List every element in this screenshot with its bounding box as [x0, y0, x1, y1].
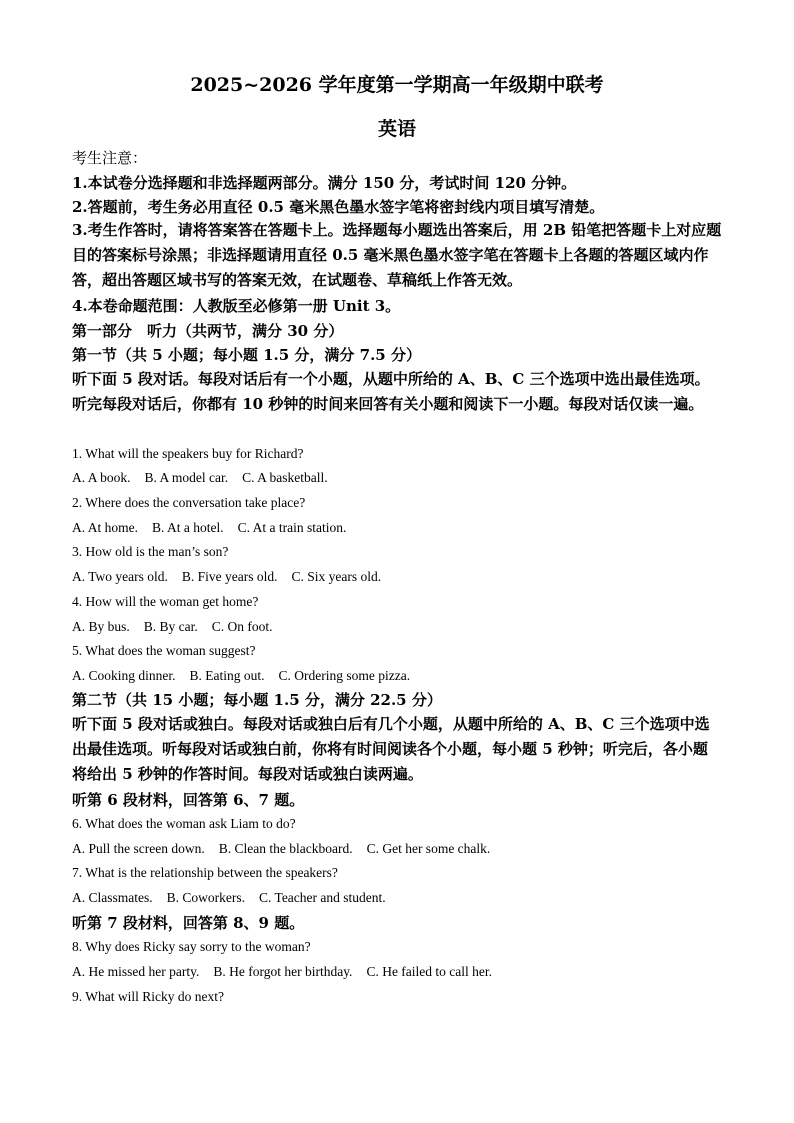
- question-1-options: [72, 469, 342, 487]
- notice-heading: 考生注意：: [72, 149, 148, 167]
- option-b[interactable]: B. Five years old.: [181, 569, 278, 584]
- question-5-options: [72, 667, 424, 685]
- question-3: 3. How old is the man’s son?: [72, 544, 229, 559]
- subject-title: 英语: [377, 118, 416, 140]
- option-b[interactable]: B. He forgot her birthday.: [213, 964, 353, 979]
- option-c[interactable]: C. Teacher and student.: [259, 890, 386, 905]
- option-b[interactable]: B. Clean the blackboard.: [218, 841, 353, 856]
- material-7-heading: 听第 7 段材料，回答第 8、9 题。: [72, 914, 305, 932]
- section2-instructions: 听下面 5 段对话或独白。每段对话或独白后有几个小题，从题中所给的 A、B、C 三个选项中选出最佳选项。听每段对话或独白前，你将有时间阅读各个小题，每小题 5 秒钟；听完后，各小题将给出 5 秒钟的作答时间。每段对话或独白读两遍。: [72, 715, 710, 783]
- option-a[interactable]: A. Cooking dinner.: [72, 668, 176, 683]
- question-6: 6. What does the woman ask Liam to do?: [72, 816, 296, 831]
- option-c[interactable]: C. Six years old.: [291, 569, 382, 584]
- option-a[interactable]: A. At home.: [72, 520, 138, 535]
- question-7: 7. What is the relationship between the speakers?: [72, 865, 338, 880]
- option-a[interactable]: A. Pull the screen down.: [72, 841, 205, 856]
- notice-item-2: 2.答题前，考生务必用直径 0.5 毫米黑色墨水签字笔将密封线内项目填写清楚。: [72, 198, 605, 216]
- question-7-options: [72, 889, 400, 907]
- option-c[interactable]: C. On foot.: [211, 619, 273, 634]
- question-3-options: [72, 568, 395, 586]
- option-c[interactable]: C. At a train station.: [237, 520, 347, 535]
- option-b[interactable]: B. Eating out.: [189, 668, 265, 683]
- option-b[interactable]: B. At a hotel.: [152, 520, 224, 535]
- notice-item-4: 4.本卷命题范围：人教版至必修第一册 Unit 3。: [72, 297, 401, 315]
- section1-instructions: 听下面 5 段对话。每段对话后有一个小题，从题中所给的 A、B、C 三个选项中选出最佳选项。听完每段对话后，你都有 10 秒钟的时间来回答有关小题和阅读下一小题。每段对话仅读一遍。: [72, 370, 710, 413]
- question-5: 5. What does the woman suggest?: [72, 643, 256, 658]
- option-b[interactable]: B. By car.: [143, 619, 198, 634]
- question-4-options: [72, 618, 287, 636]
- question-4: 4. How will the woman get home?: [72, 594, 259, 609]
- section2-heading: 第二节（共 15 小题；每小题 1.5 分，满分 22.5 分）: [72, 691, 442, 709]
- option-c[interactable]: C. He failed to call her.: [366, 964, 493, 979]
- material-6-heading: 听第 6 段材料，回答第 6、7 题。: [72, 791, 305, 809]
- option-c[interactable]: C. A basketball.: [242, 470, 328, 485]
- question-1: 1. What will the speakers buy for Richard?: [72, 446, 304, 461]
- option-a[interactable]: A. Classmates.: [72, 890, 153, 905]
- section1-heading: 第一节（共 5 小题；每小题 1.5 分，满分 7.5 分）: [72, 346, 421, 364]
- question-8-options: [72, 963, 506, 981]
- notice-item-1: 1.本试卷分选择题和非选择题两部分。满分 150 分，考试时间 120 分钟。: [72, 174, 577, 192]
- option-a[interactable]: A. A book.: [72, 470, 131, 485]
- option-c[interactable]: C. Get her some chalk.: [366, 841, 491, 856]
- question-9: 9. What will Ricky do next?: [72, 989, 224, 1004]
- option-a[interactable]: A. Two years old.: [72, 569, 168, 584]
- option-a[interactable]: A. By bus.: [72, 619, 130, 634]
- question-8: 8. Why does Ricky say sorry to the woman?: [72, 939, 311, 954]
- option-b[interactable]: B. A model car.: [144, 470, 229, 485]
- exam-title: 2025~2026 学年度第一学期高一年级期中联考: [190, 74, 604, 96]
- question-2: 2. Where does the conversation take place?: [72, 495, 306, 510]
- notice-item-3: 3.考生作答时，请将答案答在答题卡上。选择题每小题选出答案后，用 2B 铅笔把答题卡上对应题目的答案标号涂黑；非选择题请用直径 0.5 毫米黑色墨水签字笔在答题卡上各题的答题区域内作答，超出答题区域书写的答案无效，在试题卷、草稿纸上作答无效。: [72, 221, 722, 289]
- question-6-options: [72, 840, 504, 858]
- option-b[interactable]: B. Coworkers.: [166, 890, 245, 905]
- option-a[interactable]: A. He missed her party.: [72, 964, 200, 979]
- question-2-options: [72, 519, 360, 537]
- part1-heading: 第一部分 听力（共两节，满分 30 分）: [72, 322, 344, 340]
- option-c[interactable]: C. Ordering some pizza.: [278, 668, 411, 683]
